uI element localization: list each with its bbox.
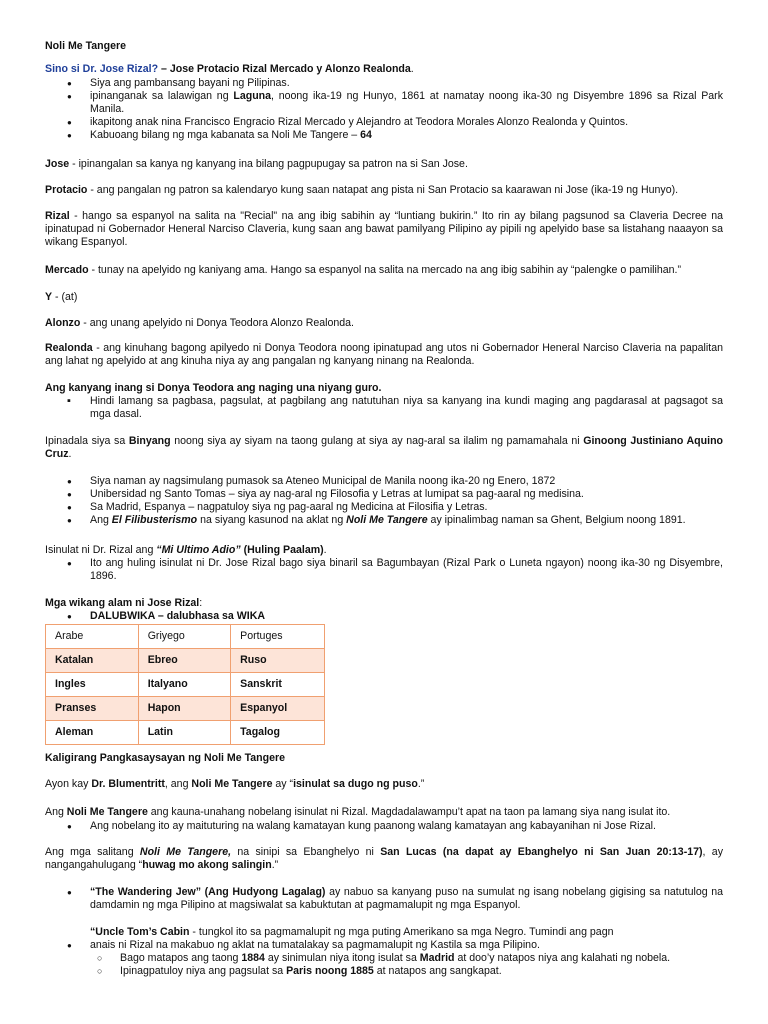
list-item: ● Siya naman ay nagsimulang pumasok sa Ateneo Municipal de Manila noong ika-20 ng Enero, 1872 [45,475,723,488]
list-item: ● DALUBWIKA – dalubhasa sa WIKA [45,610,723,623]
list-item: ● anais ni Rizal na makabuo ng aklat na tumatalakay sa pagmamalupit ng Kastila sa mga Pilipino. [45,939,723,952]
list-item: ○ Ipinagpatuloy niya ang pagsulat sa Paris noong 1885 at natapos ang sangkapat. [45,965,723,978]
adio-list [45,557,723,583]
wandering-jew-list [45,886,723,912]
name-mercado: Mercado - tunay na apelyido ng kaniyang ama. Hango sa espanyol na salita na mercado na ang ibig sabihin ay “palengke o pamilihan.” [45,264,682,276]
table-cell: Portuges [231,625,325,649]
name-alonzo: Alonzo - ang unang apelyido ni Donya Teodora Alonzo Realonda. [45,317,354,329]
table-cell: Aleman [46,721,139,745]
salita-paragraph: Ang mga salitang Noli Me Tangere, na sinipi sa Ebanghelyo ni San Lucas (na dapat ay Ebanghelyo ni San Juan 20:13-17), ay nangangahulugang “huwag mo akong salingin.” [45,846,723,871]
table-cell: Griyego [138,625,230,649]
table-cell: Hapon [138,697,230,721]
document-title: Noli Me Tangere [45,40,127,52]
table-row [46,649,325,673]
table-cell: Sanskrit [231,673,325,697]
wika-list [45,610,723,623]
list-item: ● Kabuoang bilang ng mga kabanata sa Noli Me Tangere – 64 [45,129,723,142]
name-rizal: Rizal - hango sa espanyol na salita na "Recial" na ang ibig sabihin ay “luntiang bukirin.” Ito rin ay bilang pagsunod sa Claveria Decree na ipinatupad ni Gobernador Heneral Narciso Claveria, kung saan ang bawat pamilyang Pilipino ay pipili ng apelyido base sa listahang naaayon sa wikang Espanyol. [45,210,723,248]
guro-heading: Ang kanyang inang si Donya Teodora ang naging una niyang guro. [45,382,382,394]
table-row [46,625,325,649]
list-item: ● ikapitong anak nina Francisco Engracio Rizal Mercado y Alejandro at Teodora Morales Alonzo Realonda y Quintos. [45,116,723,129]
bio-list [45,77,723,142]
guro-list [45,395,723,421]
anais-list [45,939,723,952]
question-line: Sino si Dr. Jose Rizal? – Jose Protacio Rizal Mercado y Alonzo Realonda. [45,63,414,75]
table-cell: Katalan [46,649,139,673]
list-item: ▪ Hindi lamang sa pagbasa, pagsulat, at pagbilang ang natutuhan niya sa kanyang ina kundi maging ang pagdarasal at pagsagot sa mga dasal. [45,395,723,421]
list-item: ● Siya ang pambansang bayani ng Pilipinas. [45,77,723,90]
table-cell: Ruso [231,649,325,673]
novel-line: Ang Noli Me Tangere ang kauna-unahang nobelang isinulat ni Rizal. Magdadalawampu’t apat na taon pa lamang siya nang isulat ito. [45,806,671,818]
kasaysayan-heading: Kaligirang Pangkasaysayan ng Noli Me Tangere [45,752,286,764]
list-item: ● Ang nobelang ito ay maituturing na walang kamatayan kung paanong walang kamatayan ang kabayanihan ni Jose Rizal. [45,820,723,833]
table-row [46,697,325,721]
name-y: Y - (at) [45,291,78,303]
name-jose: Jose - ipinangalan sa kanya ng kanyang ina bilang pagpupugay sa patron na si San Jose. [45,158,468,170]
table-cell: Italyano [138,673,230,697]
adio-line: Isinulat ni Dr. Rizal ang “Mi Ultimo Adio” (Huling Paalam). [45,544,327,556]
table-row [46,673,325,697]
name-realonda: Realonda - ang kinuhang bagong apilyedo ni Donya Teodora noong ipinatupad ang utos ni Gobernador Heneral Narciso Claveria na papalitan ang lahat ng apelyido at ang kinuha niya ay ang pangalan ng kanyang ninang na Realonda. [45,342,723,367]
school-list [45,475,723,527]
name-protacio: Protacio - ang pangalan ng patron sa kalendaryo kung saan natapat ang pista ni San Protacio sa kaarawan ni Jose (ika-19 ng Hunyo). [45,184,679,196]
list-item: ● Ito ang huling isinulat ni Dr. Jose Rizal bago siya binaril sa Bagumbayan (Rizal Park o Luneta ngayon) noong ika-30 ng Disyembre, 1896. [45,557,723,583]
list-item: ● ipinanganak sa lalawigan ng Laguna, noong ika-19 ng Hunyo, 1861 at namatay noong ika-30 ng Disyembre 1896 sa Rizal Park Manila. [45,90,723,116]
table-cell: Latin [138,721,230,745]
uncle-tom-line: “Uncle Tom’s Cabin - tungkol ito sa pagmamalupit ng mga puting Amerikano sa mga Negro. Tumindi ang pagn [90,926,614,938]
table-cell: Ebreo [138,649,230,673]
binyang-paragraph: Ipinadala siya sa Binyang noong siya ay siyam na taong gulang at siya ay nag-aral sa ilalim ng pamamahala ni Ginoong Justiniano Aquino Cruz. [45,435,724,460]
table-cell: Pranses [46,697,139,721]
table-cell: Tagalog [231,721,325,745]
list-item: ● “The Wandering Jew” (Ang Hudyong Lagalag) ay nabuo sa kanyang puso na sumulat ng isang nobelang gigising sa natutulog na damdamin ng mga Pilipino at magsiwalat sa kabuktutan at pagmamalupit ng mga Espanyol. [45,886,723,912]
table-cell: Ingles [46,673,139,697]
novel-list [45,820,723,833]
table-row [46,721,325,745]
madrid-paris-list [45,952,723,978]
list-item: ○ Bago matapos ang taong 1884 ay sinimulan niya itong isulat sa Madrid at doo’y natapos niya ang kalahati ng nobela. [45,952,723,965]
table-cell: Espanyol [231,697,325,721]
list-item: ● Sa Madrid, Espanya – nagpatuloy siya ng pag-aaral ng Medicina at Filosifia y Letras. [45,501,723,514]
list-item: ● Ang El Filibusterismo na siyang kasunod na aklat ng Noli Me Tangere ay ipinalimbag naman sa Ghent, Belgium noong 1891. [45,514,723,527]
wika-heading: Mga wikang alam ni Jose Rizal: [45,597,203,609]
list-item: ● Unibersidad ng Santo Tomas – siya ay nag-aral ng Filosofia y Letras at lumipat sa pag-aaral ng medisina. [45,488,723,501]
table-cell: Arabe [46,625,139,649]
languages-table [45,624,325,745]
blumentritt-line: Ayon kay Dr. Blumentritt, ang Noli Me Tangere ay “isinulat sa dugo ng puso.” [45,778,425,790]
